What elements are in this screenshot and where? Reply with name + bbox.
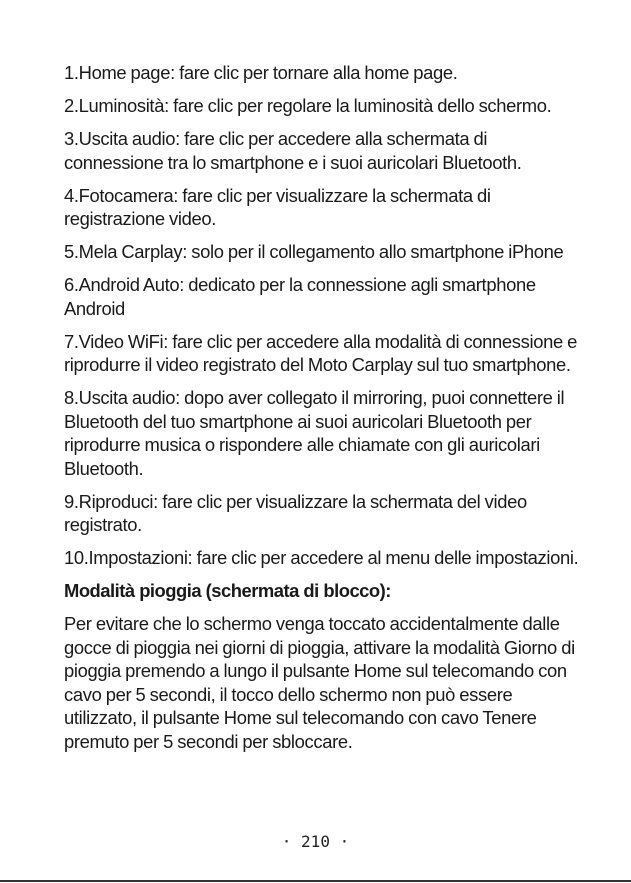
rain-mode-heading: Modalità pioggia (schermata di blocco): [64,580,391,601]
page-number: · 210 · [281,832,350,851]
bottom-divider [0,880,631,882]
rain-mode-body: Per evitare che lo schermo venga toccato accidentalmente dalle gocce di pioggia nei giorni di pioggia, attivare la modalità Giorno di pioggia premendo a lungo il pulsante Home sul telecomando con cavo per 5 secondi, il tocco dello schermo non può essere utilizzato, il pulsante Home sul telecomando con cavo Tenere premuto per 5 secondi per sbloccare. [64,613,575,752]
manual-page-content [64,61,584,753]
list-item-playback: 9.Riproduci: fare clic per visualizzare la schermata del video registrato. [64,490,527,535]
list-item-home-page: 1.Home page: fare clic per tornare alla home page. [64,62,458,83]
list-item-carplay: 5.Mela Carplay: solo per il collegamento allo smartphone iPhone [64,241,564,262]
list-item-camera: 4.Fotocamera: fare clic per visualizzare la schermata di registrazione video. [64,184,491,229]
list-item-audio-output-bluetooth: 8.Uscita audio: dopo aver collegato il mirroring, puoi connettere il Bluetooth del tuo smartphone ai suoi auricolari Bluetooth per riprodurre musica o rispondere alle chiamate con gli auricolari Bluetooth. [64,387,565,479]
list-item-settings: 10.Impostazioni: fare clic per accedere al menu delle impostazioni. [64,547,579,568]
list-item-brightness: 2.Luminosità: fare clic per regolare la luminosità dello schermo. [64,95,552,116]
list-item-audio-output: 3.Uscita audio: fare clic per accedere alla schermata di connessione tra lo smartphone e i suoi auricolari Bluetooth. [64,128,522,173]
list-item-android-auto: 6.Android Auto: dedicato per la connessione agli smartphone Android [64,274,536,319]
list-item-video-wifi: 7.Video WiFi: fare clic per accedere alla modalità di connessione e riprodurre il video registrato del Moto Carplay sul tuo smartphone. [64,330,577,375]
